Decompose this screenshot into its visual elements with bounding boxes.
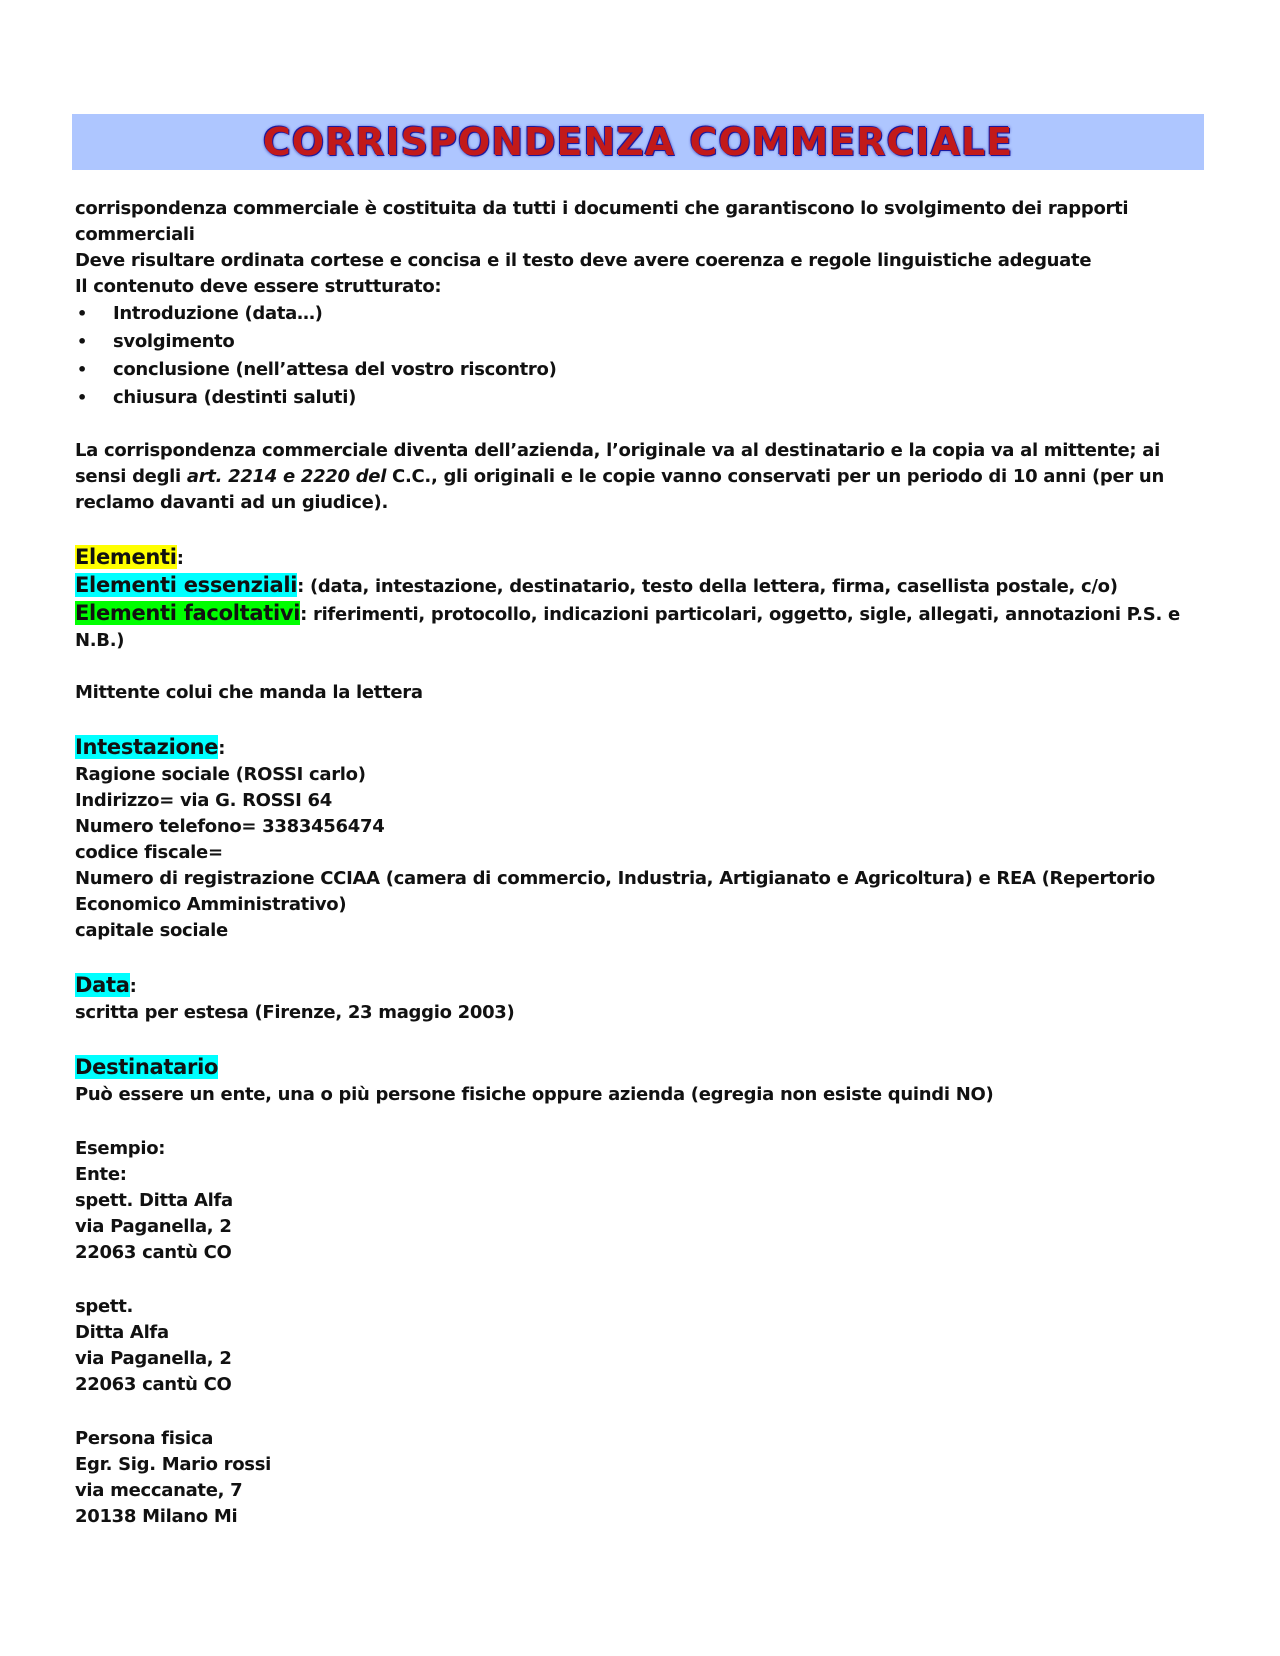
elementi-facoltativi: Elementi facoltativi: riferimenti, protocollo, indicazioni particolari, oggetto, sigle, allegati, annotazioni P.S. e N.B.)	[75, 601, 1180, 651]
data-heading: Data:	[75, 973, 137, 997]
address-line: 20138 Milano Mi	[75, 1506, 238, 1527]
conservation-paragraph: La corrispondenza commerciale diventa dell’azienda, l’originale va al destinatario e la copia va al mittente; ai sensi degli art. 2214 e 2220 del C.C., gli originali e le copie vanno conservati per un periodo di 10 anni (per un reclamo davanti ad un giudice).	[75, 440, 1164, 513]
data-text: scritta per estesa (Firenze, 23 maggio 2003)	[75, 1002, 515, 1023]
address-line: via Paganella, 2	[75, 1216, 232, 1237]
bullet-icon: •	[77, 360, 87, 379]
address-line: 22063 cantù CO	[75, 1374, 232, 1395]
intestazione-line: Ragione sociale (ROSSI carlo)	[75, 764, 366, 785]
bullet-icon: •	[77, 332, 87, 351]
list-item: • svolgimento	[75, 328, 1215, 356]
document-body	[75, 196, 1215, 1530]
intestazione-line: Numero di registrazione CCIAA (camera di commercio, Industria, Artigianato e Agricoltura) e REA (Repertorio Economico Amministrativo)	[75, 868, 1155, 915]
law-reference: art. 2214 e 2220 del	[186, 466, 387, 487]
elementi-heading: Elementi:	[75, 545, 184, 569]
list-item: • conclusione (nell’attesa del vostro riscontro)	[75, 356, 1215, 384]
intestazione-line: capitale sociale	[75, 920, 228, 941]
destinatario-text: Può essere un ente, una o più persone fisiche oppure azienda (egregia non esiste quindi NO)	[75, 1084, 994, 1105]
address-line: spett. Ditta Alfa	[75, 1190, 233, 1211]
intestazione-line: codice fiscale=	[75, 842, 223, 863]
destinatario-heading: Destinatario	[75, 1055, 219, 1079]
address-line: via meccanate, 7	[75, 1480, 243, 1501]
mittente-line: Mittente colui che manda la lettera	[75, 682, 423, 703]
intestazione-heading: Intestazione:	[75, 735, 226, 759]
esempio-label: Esempio:	[75, 1138, 166, 1159]
address-line: via Paganella, 2	[75, 1348, 232, 1369]
bullet-icon: •	[77, 388, 87, 407]
list-item: • Introduzione (data…)	[75, 300, 1215, 328]
address-line: 22063 cantù CO	[75, 1242, 232, 1263]
address-line: spett.	[75, 1296, 134, 1317]
list-item: • chiusura (destinti saluti)	[75, 384, 1215, 412]
intro-line-3: Il contenuto deve essere strutturato:	[75, 276, 442, 297]
bullet-icon: •	[77, 304, 87, 323]
intestazione-line: Numero telefono= 3383456474	[75, 816, 385, 837]
title-banner	[72, 114, 1204, 170]
intro-line-2: Deve risultare ordinata cortese e concisa e il testo deve avere coerenza e regole linguistiche adeguate	[75, 250, 1092, 271]
persona-fisica-label: Persona fisica	[75, 1428, 214, 1449]
elementi-essenziali: Elementi essenziali: (data, intestazione, destinatario, testo della lettera, firma, casellista postale, c/o)	[75, 573, 1118, 597]
ente-label: Ente:	[75, 1164, 127, 1185]
page-title: CORRISPONDENZA COMMERCIALE	[262, 120, 1014, 164]
address-line: Egr. Sig. Mario rossi	[75, 1454, 271, 1475]
address-line: Ditta Alfa	[75, 1322, 169, 1343]
intro-line-1: corrispondenza commerciale è costituita da tutti i documenti che garantiscono lo svolgimento dei rapporti commerciali	[75, 198, 1129, 245]
intestazione-line: Indirizzo= via G. ROSSI 64	[75, 790, 332, 811]
structure-list	[75, 300, 1215, 412]
